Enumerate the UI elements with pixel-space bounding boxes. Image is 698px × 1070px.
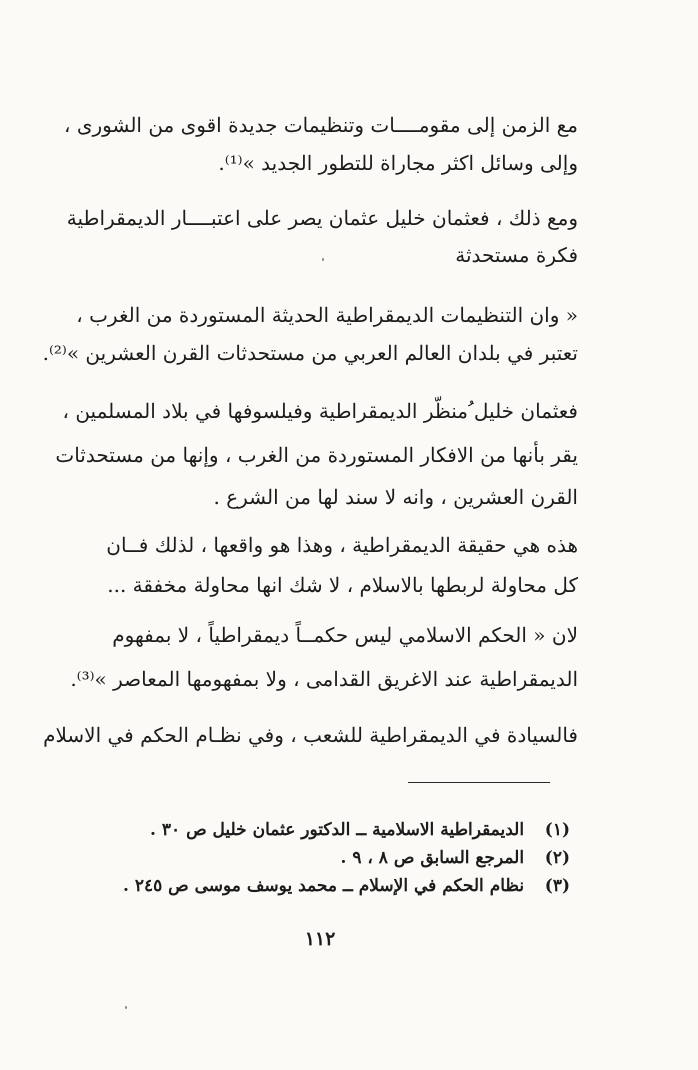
footnote bbox=[122, 874, 570, 898]
footnote bbox=[140, 846, 570, 870]
quote-line: « وان التنظيمات الديمقراطية الحديثة المستوردة من الغرب ، bbox=[76, 303, 578, 327]
footnote-number: (٣) bbox=[544, 876, 570, 896]
body-line: وإلى وسائل اكثر مجاراة للتطور الجديد »⁽¹⁾. bbox=[218, 151, 578, 175]
footnote-text: نظام الحكم في الإسلام ــ محمد يوسف موسى ص ٢٤٥ . bbox=[122, 876, 525, 896]
body-line: ومع ذلك ، فعثمان خليل عثمان يصر على اعتبــــار الديمقراطية bbox=[66, 206, 578, 230]
footnote bbox=[140, 818, 570, 842]
body-line: هذه هي حقيقة الديمقراطية ، وهذا هو واقعها ، لذلك فــان bbox=[106, 533, 578, 557]
body-line: الديمقراطية عند الاغريق القدامى ، ولا بمفهومها المعاصر »⁽³⁾. bbox=[70, 667, 578, 691]
quote-line: تعتبر في بلدان العالم العربي من مستحدثات القرن العشرين »⁽²⁾. bbox=[42, 341, 578, 365]
scan-speck bbox=[322, 258, 324, 261]
page-number: ١١٢ bbox=[304, 928, 336, 950]
body-line: يقر بأنها من الافكار المستوردة من الغرب ، وإنها من مستحدثات bbox=[55, 443, 578, 467]
body-line: فعثمان خليل ُمنظّر الديمقراطية وفيلسوفها في بلاد المسلمين ، bbox=[62, 399, 578, 423]
body-line: كل محاولة لربطها بالاسلام ، لا شك انها محاولة مخفقة ... bbox=[107, 573, 578, 597]
body-line: فكرة مستحدثة bbox=[455, 243, 578, 267]
footnote-separator bbox=[408, 782, 550, 783]
body-line: مع الزمن إلى مقومــــات وتنظيمات جديدة اقوى من الشورى ، bbox=[64, 113, 578, 137]
footnote-text: الديمقراطية الاسلامية ــ الدكتور عثمان خليل ص ٣٠ . bbox=[150, 820, 525, 840]
body-line: القرن العشرين ، وانه لا سند لها من الشرع . bbox=[213, 485, 578, 509]
footnote-number: (١) bbox=[544, 820, 570, 840]
scan-speck bbox=[125, 1006, 127, 1009]
footnote-text: المرجع السابق ص ٨ ، ٩ . bbox=[340, 848, 525, 868]
body-line: لان « الحكم الاسلامي ليس حكمــاً ديمقراطياً ، لا بمفهوم bbox=[112, 623, 578, 647]
body-line: فالسيادة في الديمقراطية للشعب ، وفي نظـام الحكم في الاسلام bbox=[43, 723, 578, 747]
footnote-number: (٢) bbox=[544, 848, 570, 868]
